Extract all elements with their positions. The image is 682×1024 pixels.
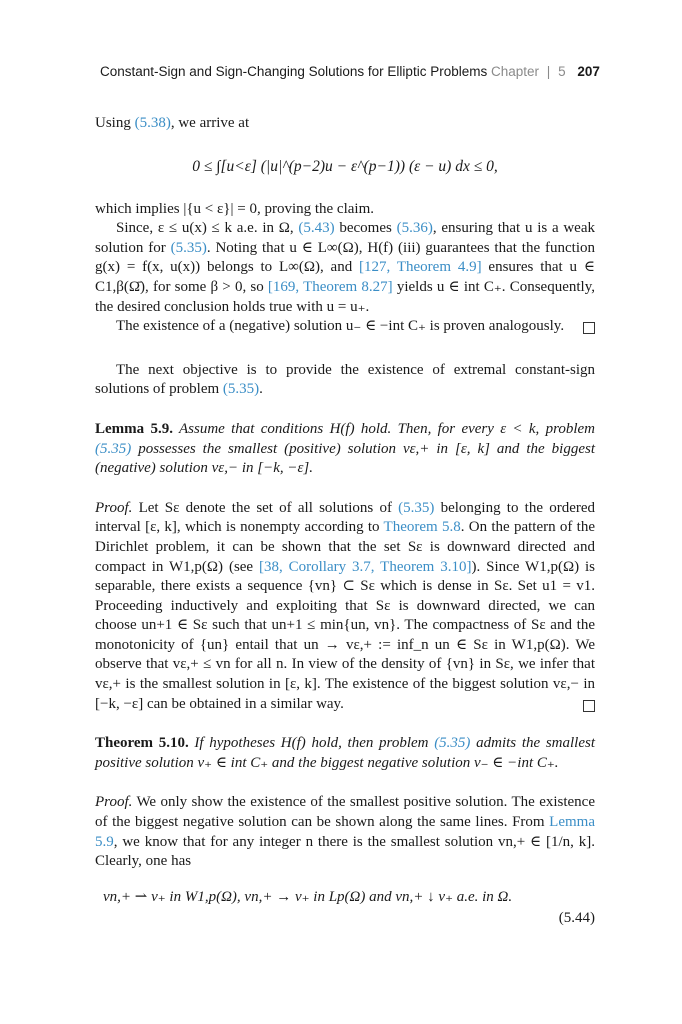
page-number: 207 [577, 64, 600, 79]
citation-169[interactable]: [169, Theorem 8.27] [267, 278, 393, 295]
display-equation-convergence: vn,+ ⇀ v₊ in W1,p(Ω), vn,+ → v₊ in Lp(Ω) and vn,+ ↓ v₊ a.e. in Ω. [103, 888, 513, 905]
theorem-5-10: Theorem 5.10. If hypotheses H(f) hold, then problem (5.35) admits the smallest positive solution v₊ ∈ int C₊ and the biggest negative solution v₋ ∈ −int C₊. [95, 735, 595, 771]
citation-38[interactable]: [38, Corollary 3.7, Theorem 3.10] [259, 558, 472, 575]
header-title: Constant-Sign and Sign-Changing Solutions for Elliptic Problems [100, 64, 488, 79]
lemma-label: Lemma 5.9. [95, 420, 173, 437]
paragraph-claim: which implies |{u < ε}| = 0, proving the claim. [95, 200, 375, 217]
proof-theorem-5-10: Proof. We only show the existence of the smallest positive solution. The existence of the biggest negative solution can be shown along the same lines. From Lemma 5.9, we know that for any integer n there is the smallest solution vn,+ ∈ [1/n, k]. Clearly, one has [95, 794, 595, 870]
paragraph-since: Since, ε ≤ u(x) ≤ k a.e. in Ω, (5.43) becomes (5.36), ensuring that u is a weak solution for (5.35). Noting that u ∈ L∞(Ω), H(f) (iii) guarantees that the function g(x) = f(x, u(x)) belongs to L∞(Ω), and [127, Theorem 4.9] ensures that u ∈ C1,β(Ω̄), for some β > 0, so [169, Theorem 8.27] yields u ∈ int C₊. Consequently, the desired conclusion holds true with u = u₊. [95, 220, 595, 315]
paragraph-next-objective: The next objective is to provide the existence of extremal constant-sign solutions of problem (5.35). [95, 361, 595, 398]
eq-ref-5-35-d[interactable]: (5.35) [398, 499, 435, 516]
eq-ref-5-35-c[interactable]: (5.35) [95, 440, 132, 457]
qed-square-icon [583, 700, 595, 712]
eq-ref-5-35-b[interactable]: (5.35) [222, 381, 260, 398]
lemma-5-9: Lemma 5.9. Assume that conditions H(f) hold. Then, for every ε < k, problem (5.35) possesses the smallest (positive) solution vε,+ in [ε, k] and the biggest (negative) solution vε,− in [−k, −ε]. [95, 420, 596, 477]
proof-lemma-5-9: Proof. Let Sε denote the set of all solutions of (5.35) belonging to the ordered interval [ε, k], which is nonempty according to Theorem 5.8. On the pattern of the Dirichlet problem, it can be shown that the set Sε is downward directed and compact in W1,p(Ω) (see [38, Corollary 3.7, Theorem 3.10]). Since W1,p(Ω) is separable, there exists a sequence {vn} ⊂ Sε which is dense in Sε. Set u1 = v1. Proceeding inductively and exploiting that Sε is downward directed, we can choose un+1 ∈ Sε such that un+1 ≤ min{un, vn}. The compactness of Sε and the monotonicity of {un} entail that un → vε,+ := inf_n un ∈ Sε in W1,p(Ω). We observe that vε,+ ≤ vn for all n. In view of the density of {vn} in Sε, we infer that vε,+ is the smallest solution in [ε, k]. The existence of the biggest solution vε,− in [−k, −ε] can be obtained in a similar way. [95, 499, 596, 712]
citation-127[interactable]: [127, Theorem 4.9] [359, 259, 482, 276]
eq-ref-5-43[interactable]: (5.43) [298, 220, 335, 237]
eq-ref-5-35-e[interactable]: (5.35) [434, 735, 471, 752]
eq-ref-5-38[interactable]: (5.38) [134, 115, 171, 131]
qed-square-icon [583, 322, 595, 334]
running-header [100, 64, 600, 79]
header-chapter-number: 5 [558, 64, 566, 79]
theorem-ref-5-8[interactable]: Theorem 5.8 [383, 519, 461, 536]
eq-ref-5-35[interactable]: (5.35) [170, 239, 207, 256]
eq-ref-5-36[interactable]: (5.36) [396, 220, 433, 237]
proof-label: Proof. [95, 499, 133, 516]
equation-number-5-44: (5.44) [558, 910, 595, 927]
page-body [95, 114, 595, 929]
theorem-label: Theorem 5.10. [95, 735, 189, 752]
header-chapter-label: Chapter [490, 64, 540, 79]
paragraph-using: Using (5.38), we arrive at [95, 115, 250, 131]
display-equation-integral: 0 ≤ ∫[u<ε] (|u|^(p−2)u − ε^(p−1)) (ε − u) dx ≤ 0, [192, 157, 498, 175]
proof-label: Proof. [95, 794, 133, 811]
header-separator: | [546, 64, 551, 79]
paragraph-negative-solution: The existence of a (negative) solution u₋ ∈ −int C₊ is proven analogously. [95, 317, 595, 337]
lemma-ref-5-9[interactable]: Lemma 5.9 [95, 814, 595, 850]
